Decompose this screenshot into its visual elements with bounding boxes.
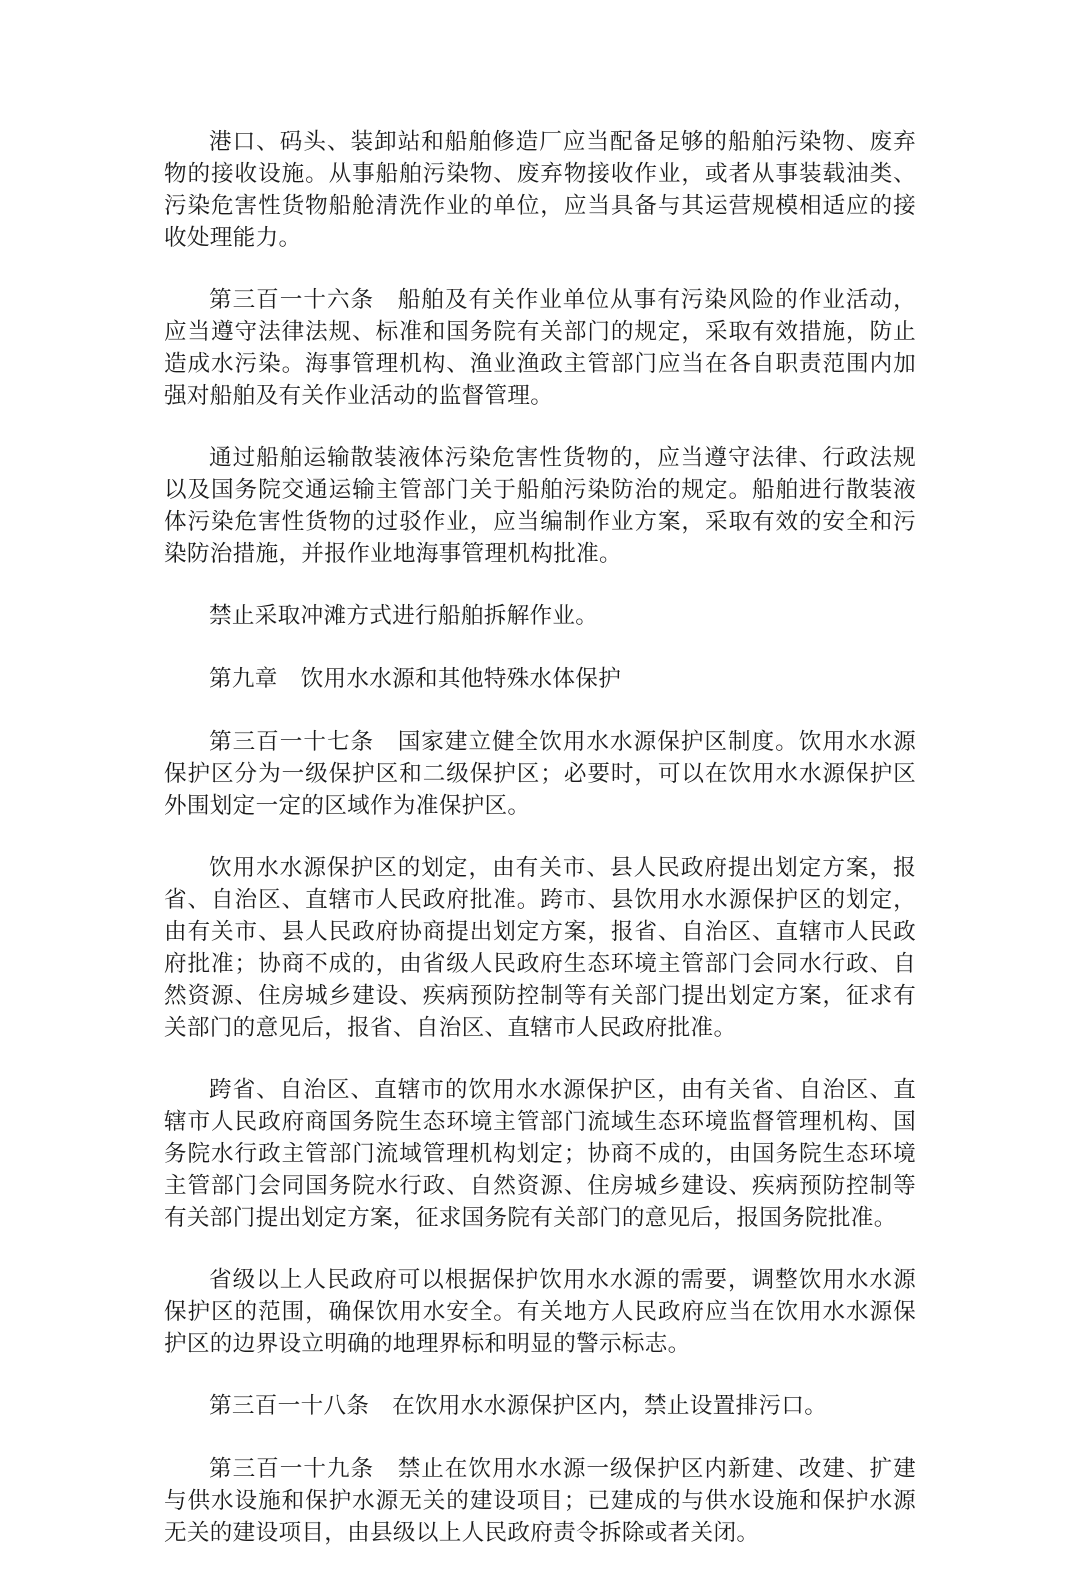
- paragraph-zone-adjustment: 省级以上人民政府可以根据保护饮用水水源的需要，调整饮用水水源保护区的范围，确保饮用水安全。有关地方人民政府应当在饮用水水源保护区的边界设立明确的地理界标和明显的警示标志。: [164, 1267, 916, 1357]
- paragraph-bulk-liquid-transport: 通过船舶运输散装液体污染危害性货物的，应当遵守法律、行政法规以及国务院交通运输主管部门关于船舶污染防治的规定。船舶进行散装液体污染危害性货物的过驳作业，应当编制作业方案，采取有效的安全和污染防治措施，并报作业地海事管理机构批准。: [164, 445, 916, 567]
- paragraph-port-facilities: 港口、码头、装卸站和船舶修造厂应当配备足够的船舶污染物、废弃物的接收设施。从事船舶污染物、废弃物接收作业，或者从事装载油类、污染危害性货物船舱清洗作业的单位，应当具备与其运营规模相适应的接收处理能力。: [164, 129, 916, 251]
- paragraph-article-319: 第三百一十九条 禁止在饮用水水源一级保护区内新建、改建、扩建与供水设施和保护水源无关的建设项目；已建成的与供水设施和保护水源无关的建设项目，由县级以上人民政府责令拆除或者关闭。: [164, 1456, 916, 1546]
- paragraph-zone-designation: 饮用水水源保护区的划定，由有关市、县人民政府提出划定方案，报省、自治区、直辖市人民政府批准。跨市、县饮用水水源保护区的划定，由有关市、县人民政府协商提出划定方案，报省、自治区、直辖市人民政府批准；协商不成的，由省级人民政府生态环境主管部门会同水行政、自然资源、住房城乡建设、疾病预防控制等有关部门提出划定方案，征求有关部门的意见后，报省、自治区、直辖市人民政府批准。: [164, 855, 916, 1041]
- chapter-heading: 第九章 饮用水水源和其他特殊水体保护: [209, 666, 622, 692]
- document-page: [164, 126, 916, 1579]
- paragraph-cross-province: 跨省、自治区、直辖市的饮用水水源保护区，由有关省、自治区、直辖市人民政府商国务院生态环境主管部门流域生态环境监督管理机构、国务院水行政主管部门流域管理机构划定；协商不成的，由国务院生态环境主管部门会同国务院水行政、自然资源、住房城乡建设、疾病预防控制等有关部门提出划定方案，征求国务院有关部门的意见后，报国务院批准。: [164, 1077, 916, 1231]
- paragraph-beaching-ban: 禁止采取冲滩方式进行船舶拆解作业。: [209, 603, 599, 629]
- paragraph-article-316: 第三百一十六条 船舶及有关作业单位从事有污染风险的作业活动，应当遵守法律法规、标准和国务院有关部门的规定，采取有效措施，防止造成水污染。海事管理机构、渔业渔政主管部门应当在各自职责范围内加强对船舶及有关作业活动的监督管理。: [164, 287, 916, 409]
- paragraph-article-317: 第三百一十七条 国家建立健全饮用水水源保护区制度。饮用水水源保护区分为一级保护区和二级保护区；必要时，可以在饮用水水源保护区外围划定一定的区域作为准保护区。: [164, 729, 916, 819]
- paragraph-article-318: 第三百一十八条 在饮用水水源保护区内，禁止设置排污口。: [209, 1393, 828, 1419]
